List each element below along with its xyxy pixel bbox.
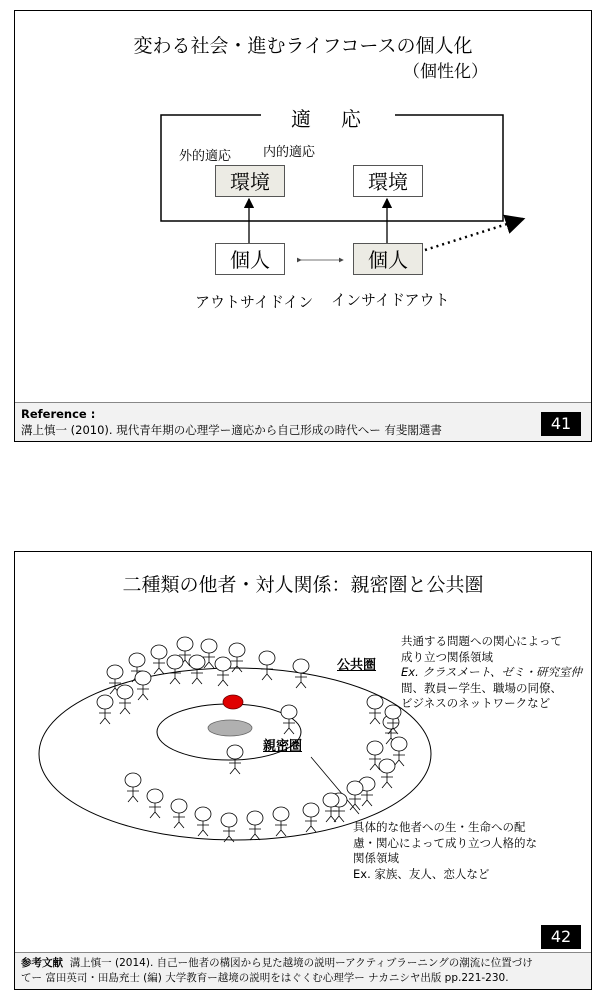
reference-label: Reference :: [21, 407, 96, 421]
stick-figure-icon: [147, 789, 163, 818]
public-sphere-label: 公共圏: [337, 658, 377, 673]
stick-figure-icon: [215, 657, 231, 686]
stick-figure-icon: [97, 695, 113, 724]
reference-label: 参考文献: [21, 957, 63, 969]
stick-figure-icon: [281, 705, 297, 734]
person-box-right: 個人: [353, 243, 423, 275]
public-desc-line: 間、教員ー学生、職場の同僚、: [401, 680, 562, 695]
stick-figure-icon: [273, 807, 289, 836]
stick-figure-icon: [247, 811, 263, 840]
external-adaptation-label: 外的適応: [179, 149, 232, 164]
stick-figure-icon: [167, 655, 183, 684]
stick-figure-icon: [323, 793, 339, 822]
stick-figure-icon: [303, 803, 319, 832]
intimate-desc-line: 慮・関心によって成り立つ人格的な: [353, 835, 537, 850]
slide-41: [14, 10, 592, 442]
reference-bar: [15, 402, 591, 441]
reference-bar: [15, 952, 591, 989]
page-number: 41: [541, 412, 581, 436]
env-box-right: 環境: [353, 165, 423, 197]
env-box-left: 環境: [215, 165, 285, 197]
public-desc-line: ビジネスのネットワークなど: [401, 696, 551, 710]
stick-figure-icon: [171, 799, 187, 828]
stick-figure-icon: [367, 695, 383, 724]
adaptation-diagram: [15, 11, 593, 443]
reference-line-1: 溝上慎一 (2014). 自己ー他者の構図から見た越境の説明ーアクティブラーニングの潮流に位置づけ: [69, 957, 533, 969]
dotted-arrow: [425, 219, 523, 250]
slide-title: 二種類の他者・対人関係：親密圏と公共圏: [122, 574, 484, 596]
self-red-circle: [223, 695, 243, 709]
stick-figure-icon: [135, 671, 151, 700]
relationship-circles-diagram: [15, 552, 593, 991]
intimate-sphere-description: [353, 820, 537, 882]
public-desc-line: 成り立つ関係領域: [401, 649, 493, 664]
outside-in-label: アウトサイドイン: [195, 293, 314, 311]
reference-line-2: てー 富田英司・田島充士 (編) 大学教育ー越境の説明をはぐくむ心理学ー ナカニシヤ出版 pp.221-230.: [21, 972, 509, 984]
public-desc-line: 共通する問題への関心によって: [401, 634, 562, 648]
reference-text: 溝上慎一 (2010). 現代青年期の心理学ー適応から自己形成の時代へー 有斐閣選書: [21, 423, 442, 437]
slide-subtitle: （個性化）: [403, 62, 488, 82]
stick-figure-icon: [117, 685, 133, 714]
internal-adaptation-label: 内的適応: [263, 145, 316, 160]
stick-figure-icon: [151, 645, 167, 674]
inside-out-label: インサイドアウト: [331, 291, 450, 309]
intimate-desc-line: 関係領域: [353, 851, 399, 865]
intimate-sphere-label: 親密圏: [263, 739, 303, 754]
stick-figure-icon: [221, 813, 237, 842]
public-desc-line: Ex. クラスメート、ゼミ・研究室仲: [401, 665, 583, 679]
stick-figure-icon: [347, 781, 363, 810]
public-sphere-description: [401, 634, 582, 712]
adaptation-label: 適応: [261, 103, 395, 132]
slide-title: 変わる社会・進むライフコースの個人化: [133, 35, 473, 57]
center-gray-ellipse: [208, 720, 252, 736]
stick-figure-icon: [125, 773, 141, 802]
stick-figure-icon: [195, 807, 211, 836]
person-box-left: 個人: [215, 243, 285, 275]
stick-figure-icon: [259, 651, 275, 680]
stick-figure-icon: [379, 759, 395, 788]
intimate-desc-line: Ex. 家族、友人、恋人など: [353, 866, 490, 881]
page-number: 42: [541, 925, 581, 949]
intimate-desc-line: 具体的な他者への生・生命への配: [353, 820, 526, 834]
slide-42: [14, 551, 592, 990]
